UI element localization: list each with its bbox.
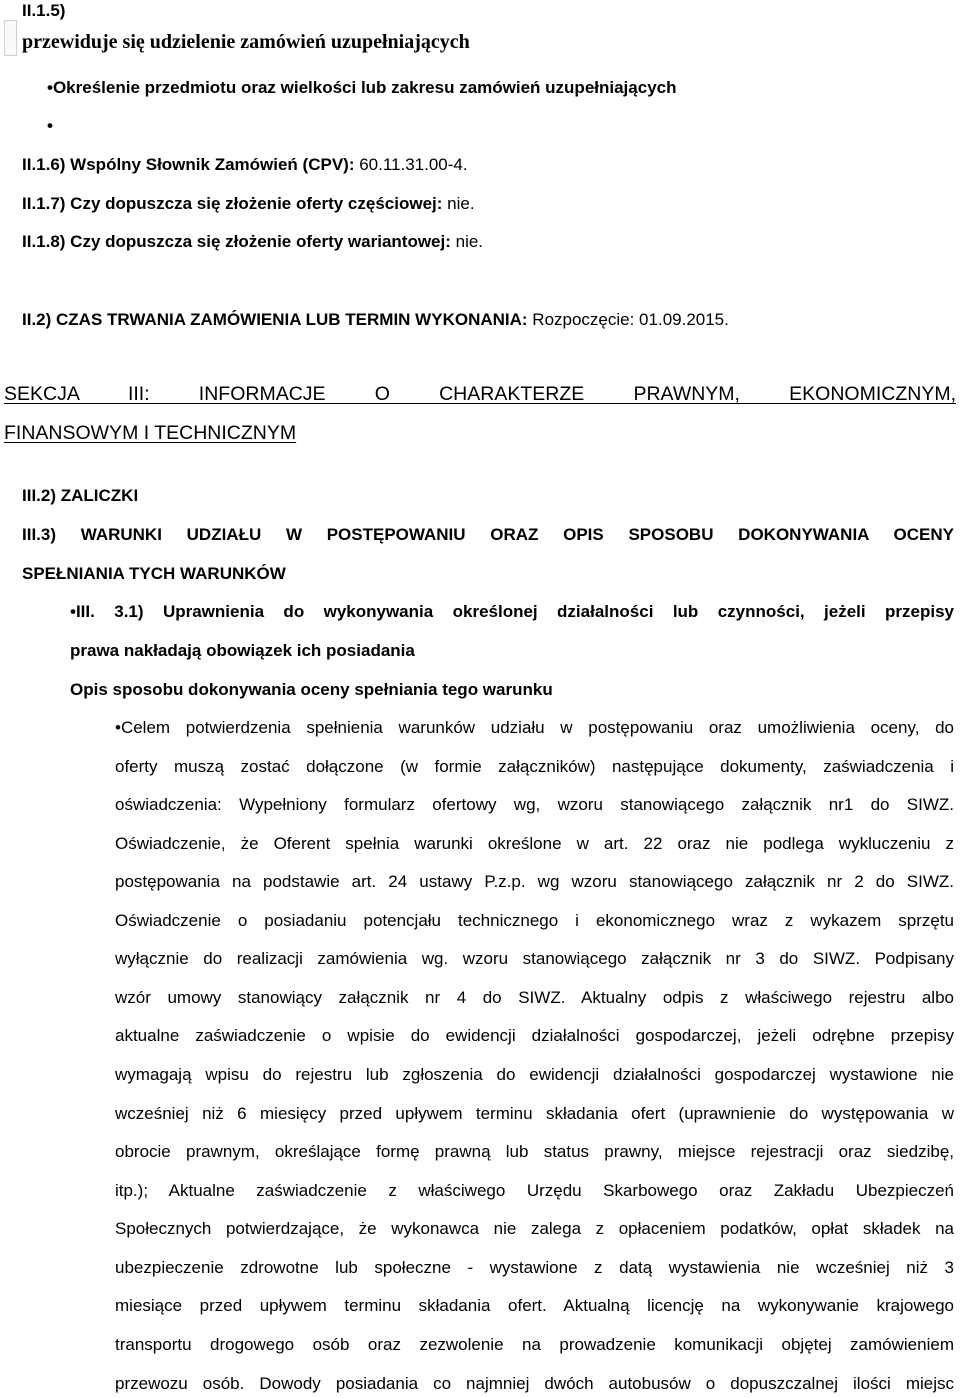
section-title-line1: SEKCJA III: INFORMACJE O CHARAKTERZE PRAWNYM, EKONOMICZNYM, <box>4 383 956 405</box>
body-line: •Celem potwierdzenia spełnienia warunków udziału w postępowaniu oraz umożliwienia oceny, do <box>115 718 954 737</box>
body-line: wcześniej niż 6 miesięcy przed upływem terminu składania ofert (uprawnienie do występowania w <box>115 1104 954 1123</box>
heading-iii-3-1-line1: •III. 3.1) Uprawnienia do wykonywania określonej działalności lub czynności, jeżeli przepisy <box>70 602 954 621</box>
field-label: II.1.8) Czy dopuszcza się złożenie oferty wariantowej: <box>22 232 451 251</box>
field-duration <box>22 309 729 331</box>
body-line: wymagają wpisu do rejestru lub zgłoszenia do ewidencji działalności gospodarczej wystawione nie <box>115 1065 954 1084</box>
body-line: przewozu osób. Dowody posiadania co najmniej dwóch autobusów o dopuszczalnej ilości miejsc <box>115 1374 954 1393</box>
body-line: Oświadczenie o posiadaniu potencjału technicznego i ekonomicznego wraz z wykazem sprzętu <box>115 911 954 930</box>
heading-iii-3-line1: III.3) WARUNKI UDZIAŁU W POSTĘPOWANIU ORAZ OPIS SPOSOBU DOKONYWANIA OCENY <box>22 525 954 544</box>
field-label: II.1.7) Czy dopuszcza się złożenie oferty częściowej: <box>22 194 443 213</box>
body-line: oświadczenia: Wypełniony formularz ofertowy wg, wzoru stanowiącego załącznik nr1 do SIWZ. <box>115 795 954 814</box>
body-line: miesiące przed upływem terminu składania ofert. Aktualną licencję na wykonywanie krajowego <box>115 1296 954 1315</box>
body-line: wzór umowy stanowiący załącznik nr 4 do SIWZ. Aktualny odpis z właściwego rejestru albo <box>115 988 954 1007</box>
body-line: oferty muszą zostać dołączone (w formie załączników) następujące dokumenty, zaświadczenia i <box>115 757 954 776</box>
field-value: nie. <box>450 232 484 251</box>
body-line: itp.); Aktualne zaświadczenie z właściwego Urzędu Skarbowego oraz Zakładu Ubezpieczeń <box>115 1181 954 1200</box>
field-label: II.1.6) Wspólny Słownik Zamówień (CPV): <box>22 155 355 174</box>
field-value: Rozpoczęcie: 01.09.2015. <box>527 310 729 329</box>
field-label: II.2) CZAS TRWANIA ZAMÓWIENIA LUB TERMIN WYKONANIA: <box>22 310 528 329</box>
body-line: ubezpieczenie zdrowotne lub społeczne - wystawione z datą wystawienia nie wcześniej niż 3 <box>115 1258 954 1277</box>
field-cpv <box>22 154 468 176</box>
body-line: transportu drogowego osób oraz zezwolenie na prowadzenie komunikacji objętej zamówieniem <box>115 1335 954 1354</box>
heading-iii-2: III.2) ZALICZKI <box>22 486 139 505</box>
section-subheading: przewiduje się udzielenie zamówień uzupełniających <box>22 31 470 53</box>
body-line: obrocie prawnym, określające formę prawną lub status prawny, miejsce rejestracji oraz siedzibę, <box>115 1142 954 1161</box>
opis-heading: Opis sposobu dokonywania oceny spełniania tego warunku <box>70 680 553 699</box>
field-value: 60.11.31.00-4. <box>354 155 468 174</box>
body-line: postępowania na podstawie art. 24 ustawy P.z.p. wg wzoru stanowiącego załącznik nr 2 do SIWZ. <box>115 872 954 891</box>
body-line: aktualne zaświadczenie o wpisie do ewidencji działalności gospodarczej, jeżeli odrębne przepisy <box>115 1026 954 1045</box>
placeholder-box <box>4 20 17 56</box>
bullet-item-empty: • <box>47 116 53 135</box>
section-title-line2: FINANSOWYM I TECHNICZNYM <box>4 422 297 444</box>
field-variant-offer <box>22 231 483 253</box>
body-line: wyłącznie do realizacji zamówienia wg. wzoru stanowiącego załącznik nr 3 do SIWZ. Podpisany <box>115 949 954 968</box>
heading-iii-3-1-line2: prawa nakładają obowiązek ich posiadania <box>70 641 415 660</box>
heading-iii-3-line2: SPEŁNIANIA TYCH WARUNKÓW <box>22 564 286 583</box>
bullet-item: •Określenie przedmiotu oraz wielkości lub zakresu zamówień uzupełniających <box>47 78 677 97</box>
body-line: Społecznych potwierdzające, że wykonawca nie zalega z opłaceniem podatków, opłat składek na <box>115 1219 954 1238</box>
section-heading-ii-1-5: II.1.5) <box>22 1 66 20</box>
field-value: nie. <box>442 194 475 213</box>
body-line: Oświadczenie, że Oferent spełnia warunki określone w art. 22 oraz nie podlega wykluczeniu z <box>115 834 954 853</box>
field-partial-offer <box>22 193 475 215</box>
